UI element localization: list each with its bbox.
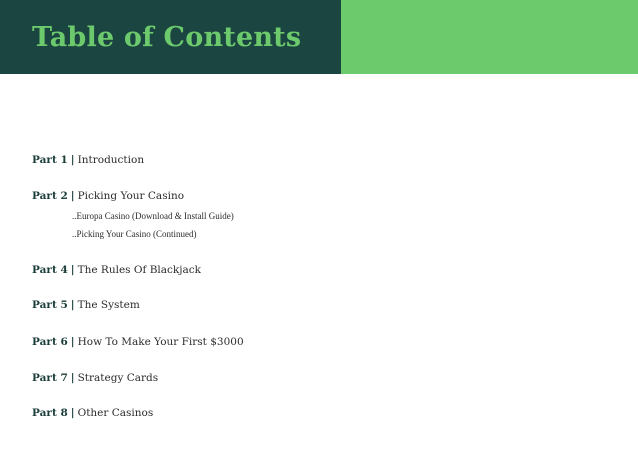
toc-entry-part-2	[32, 189, 184, 203]
toc-subentry-picking-casino-continued: ..Picking Your Casino (Continued)	[72, 229, 197, 239]
toc-part-label: Part 2	[32, 190, 68, 202]
toc-part-label: Part 4	[32, 264, 68, 276]
toc-entry-part-6	[32, 335, 244, 349]
page-title: Table of Contents	[32, 22, 302, 53]
toc-subentry-europa-casino: ..Europa Casino (Download & Install Guide)	[72, 211, 234, 221]
toc-part-label: Part 8	[32, 407, 68, 419]
toc-entry-title: Introduction	[77, 154, 145, 166]
toc-entry-title: Other Casinos	[77, 407, 154, 419]
toc-entry-part-8	[32, 406, 153, 420]
toc-separator: |	[70, 299, 75, 311]
toc-separator: |	[70, 264, 75, 276]
toc-separator: |	[70, 336, 75, 348]
toc-entry-title: Strategy Cards	[77, 372, 159, 384]
toc-part-label: Part 1	[32, 154, 68, 166]
toc-part-label: Part 5	[32, 299, 68, 311]
toc-entry-title: How To Make Your First $3000	[77, 336, 244, 348]
toc-entry-title: The Rules Of Blackjack	[77, 264, 202, 276]
toc-entry-part-4	[32, 263, 201, 277]
toc-separator: |	[70, 154, 75, 166]
toc-entry-title: Picking Your Casino	[77, 190, 185, 202]
toc-entry-part-5	[32, 298, 140, 312]
toc-part-label: Part 7	[32, 372, 68, 384]
toc-entry-title: The System	[77, 299, 140, 311]
header-green-block	[341, 0, 638, 74]
toc-separator: |	[70, 407, 75, 419]
toc-separator: |	[70, 190, 75, 202]
toc-separator: |	[70, 372, 75, 384]
toc-entry-part-1	[32, 153, 144, 167]
toc-entry-part-7	[32, 371, 158, 385]
toc-part-label: Part 6	[32, 336, 68, 348]
